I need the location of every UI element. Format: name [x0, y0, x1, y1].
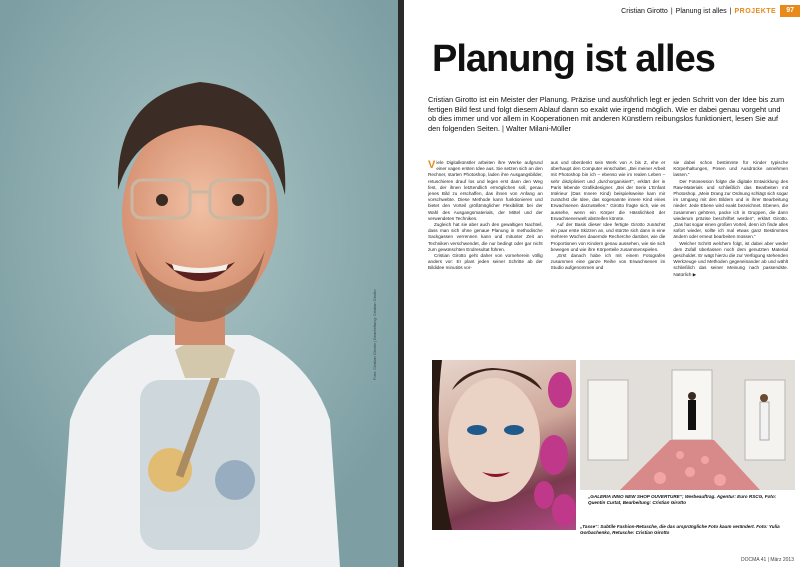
- header-author: Cristian Girotto: [621, 7, 668, 15]
- article-body: [428, 160, 788, 278]
- portrait-illustration: [0, 0, 398, 567]
- body-column-3: [673, 160, 788, 278]
- right-page-article: [404, 0, 800, 567]
- body-paragraph: Zugleich hat sie aber auch den gewaltigen Nachteil, dass man sich ohne genaue Planung in methodische Sackgassen verrennen kann und mitunter Zeit an Techniken verschwendet, die nur bedingt oder gar nicht zum gewünschten Endresultat führen.: [428, 222, 543, 252]
- photo-credit: Foto: Cristian Girotto | Bearbeitung: Cristian Girotto: [372, 289, 377, 380]
- running-header: Cristian Girotto | Planung ist alles | PROJEKTE 97: [621, 6, 800, 16]
- page-number: 97: [780, 5, 800, 17]
- fashion-photo: [432, 360, 576, 530]
- body-paragraph: Cristian Girotto geht daher von vorneherein völlig anders vor: Er plant jeden seiner Schritte ab der Bildidee minutiös vor-: [428, 253, 543, 271]
- body-column-2: [551, 160, 666, 278]
- body-column-1: [428, 160, 543, 278]
- page-footer: DOCMA 41 | März 2013: [741, 557, 794, 563]
- header-section: PROJEKTE: [734, 7, 777, 15]
- left-page-photo: [0, 0, 398, 567]
- body-paragraph: Auf der Basis dieser Idee fertigte Girotto zunächst ein paar erste Skizzen an, und stürzte sich dann in eine mehrere Wochen dauernde Recherche darüber, wie die Proportionen von Kindern genau aussehen, wie sie sich bewegen und wie ihre Körperteile zusammenspielen.: [550, 222, 666, 252]
- article-title: Planung ist alles: [432, 38, 715, 80]
- header-title: Planung ist alles: [675, 7, 727, 15]
- corridor-photo-illustration: [580, 360, 795, 490]
- corridor-photo: [580, 360, 795, 490]
- body-paragraph: Welcher Schritt welchem folgt, ist dabei aber weder dem Zufall überlassen noch dem genutzten Material geschuldet. Er wägt hierzu die zur Verfügung stehenden Werkzeuge und Methoden gegeneinander ab und wählt schließlich das seiner Meinung nach passendste. Natürlich ▶: [673, 240, 789, 277]
- body-paragraph: Der Fotosession folgte die digitale Entwicklung des Raw-Materials und schließlich das Bearbeiten mit Photoshop. „Mein Drang zur Ordnung schlägt sich sogar im Umgang mit den Bildern und in ihrer Bearbeitung nieder: Jede Ebene wird exakt bezeichnet. Ebenen, die zusammen gehören, packe ich in Gruppen, die dann wiederum präzise beschriftet werden“, erklärt Girotto. „Das hat sogar einen großen Vorteil, denn ich finde alles sofort wieder, sollte ich mal etwas ganz Bestimmtes ändern oder erneut bearbeiten müssen.“: [673, 178, 789, 240]
- body-paragraph: iele Digitalkünstler arbeiten ihre Werke aufgrund einer vagen ersten Idee aus. Sie setzen sich an den Rechner, starten Photoshop, laden ihre Ausgangsbilder, retuschieren drauf los und legen erst dann den Weg fest, der ihnen letztendlich ermöglichen soll, genau jenes Bild zu erschaffen, das ihnen von Anfang an vorschwebte. Diese Methode kann funktionieren und bietet den Vorteil größtmöglicher Flexibilität bei der Wahl des Ausgangsmaterials, der Mittel und der verwendeten Techniken.: [428, 160, 543, 221]
- body-paragraph: „Erst danach habe ich mit einem Fotografen zusammen eine ganze Reihe von Erwachsenen im Studio aufgenommen und: [550, 253, 666, 271]
- article-lead: Cristian Girotto ist ein Meister der Planung. Präzise und ausführlich legt er jeden Schritt von der Idee bis zum fertigen Bild fest und folgt diesem Ablauf dann so exakt wie irgend möglich. Wie er dabei genau vorgeht und ob dies immer und vor allem in Kooperationen mit anderen Künstlern reibungslos funktioniert, lesen Sie auf den folgenden Seiten. | Walter Milani-Müller: [428, 95, 785, 133]
- fashion-photo-illustration: [432, 360, 576, 530]
- corridor-caption: „GALERIA INNO NEW SHOP OUVERTURE“; Werbeauftrag. Agentur: Euro RSCG, Foto: Quentin Curtat, Bearbeitung: Cristian Girotto: [588, 494, 777, 505]
- body-paragraph: aus und überdenkt sein Werk von A bis Z, ehe er überhaupt den Computer einschaltet. „Bei meiner Arbeit mit Photoshop bin ich – ebenso wie im realen Leben – sehr diszipliniert und ‚durchorganisiert'“, erklärt der in Paris lebende Grafikdesigner. „Bei der Serie L'Enfant Intérieur (Das Innere Kind) beispielsweise kam mir zunächst die Idee, das sogenannte innere Kind eines Erwachsenen darzustellen.“ Girotto fragte sich, wie es aussehe, wenn ein Körper die Hässlichkeit der Erwachsenenwelt abstreifen könnte.: [550, 160, 666, 221]
- fashion-caption: „Tasse“: Subtile Fashion-Retusche, die das ursprüngliche Foto kaum verändert. Foto: Yulia Gorbachenko, Retusche: Cristian Girotto: [580, 524, 780, 535]
- body-paragraph: sie dabei schon bestimmte für Kinder typische Körperhaltungen, Posen und Ausdrücke annehmen lassen.“: [673, 160, 789, 178]
- drop-cap: V: [428, 159, 436, 171]
